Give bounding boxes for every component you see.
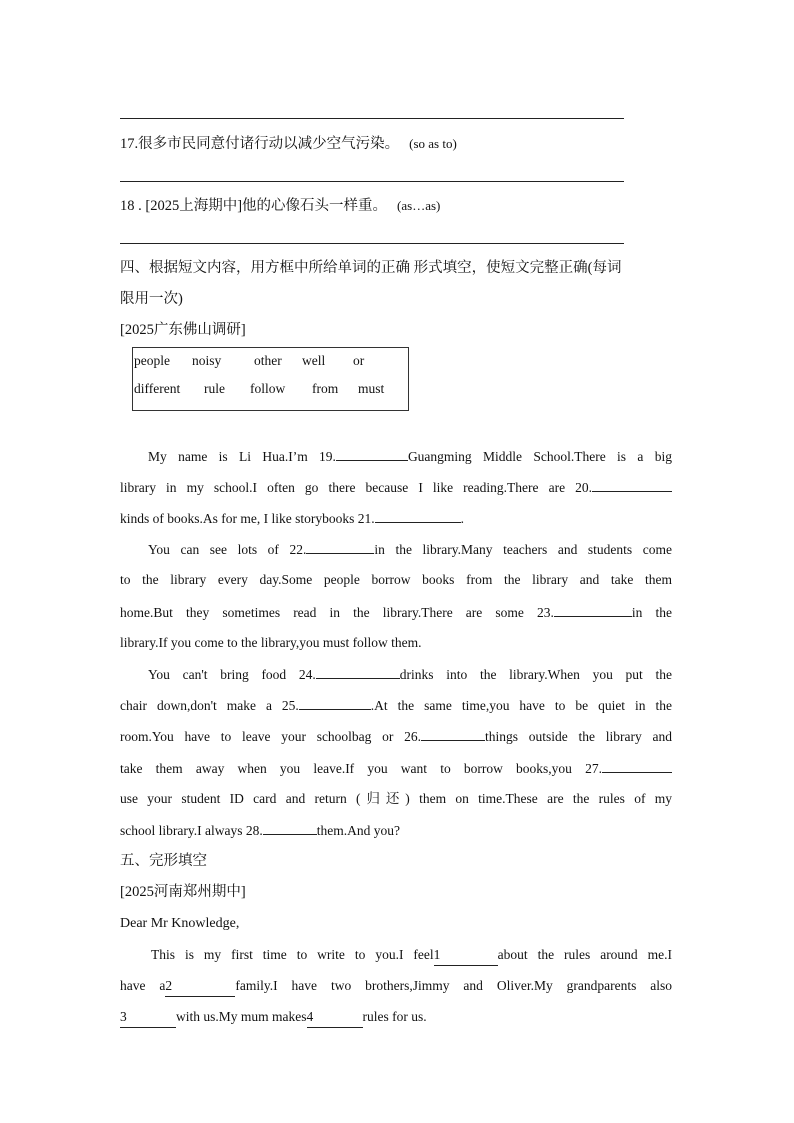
blank-24[interactable] xyxy=(316,664,400,679)
question-18-text: 18 . [2025上海期中]他的心像石头一样重。 xyxy=(120,198,388,214)
section-5-title: 五、完形填空 xyxy=(120,853,207,869)
answer-line-18[interactable] xyxy=(120,243,624,244)
word-other: other xyxy=(254,353,282,368)
passage-line: chair down,don't make a 25. .At the same time,you have to be quiet in the xyxy=(120,695,672,716)
question-17-text: 17.很多市民同意付诸行动以减少空气污染。 xyxy=(120,136,400,152)
word-or: or xyxy=(353,353,365,368)
passage-line: My name is Li Hua.I’m 19. Guangming Middle School.There is a big xyxy=(148,446,672,467)
word-rule: rule xyxy=(204,381,225,396)
blank-26[interactable] xyxy=(421,726,485,741)
answer-line-17[interactable] xyxy=(120,181,624,182)
word-people: people xyxy=(134,353,170,368)
question-18-hint: (as…as) xyxy=(397,198,441,213)
cloze-blank-4[interactable]: 4 xyxy=(307,1007,363,1028)
section-4-source: [2025广东佛山调研] xyxy=(120,322,246,338)
blank-19[interactable] xyxy=(336,446,408,461)
section-4-title: 四、根据短文内容，用方框中所给单词的正确 形式填空，使短文完整正确(每词 xyxy=(120,260,622,276)
cloze-blank-3[interactable]: 3 xyxy=(120,1007,176,1028)
letter-line: have a2 family.I have two brothers,Jimmy and Oliver.My grandparents also xyxy=(120,976,672,997)
passage-line: library in my school.I often go there because I like reading.There are 20. xyxy=(120,477,672,498)
blank-22[interactable] xyxy=(306,539,374,554)
passage-line: use your student ID card and return (归还) them on time.These are the rules of my xyxy=(120,791,672,806)
passage-line: take them away when you leave.If you want to borrow books,you 27. xyxy=(120,758,672,779)
blank-27[interactable] xyxy=(602,758,672,773)
word-different: different xyxy=(134,381,181,396)
blank-23[interactable] xyxy=(554,602,632,617)
passage-line: kinds of books.As for me, I like storybooks 21. . xyxy=(120,508,672,529)
passage-line: home.But they sometimes read in the library.There are some 23. in the xyxy=(120,602,672,623)
passage-line: room.You have to leave your schoolbag or 26. things outside the library and xyxy=(120,726,672,747)
passage-line: You can see lots of 22. in the library.Many teachers and students come xyxy=(148,539,672,560)
passage-line: school library.I always 28. them.And you? xyxy=(120,820,672,841)
passage-line: You can't bring food 24. drinks into the library.When you put the xyxy=(148,664,672,685)
word-from: from xyxy=(312,381,339,396)
letter-greeting: Dear Mr Knowledge, xyxy=(120,916,240,931)
question-17 xyxy=(120,134,457,154)
word-noisy: noisy xyxy=(192,353,222,368)
letter-line: 3 with us.My mum makes4 rules for us. xyxy=(120,1007,672,1028)
section-5-source: [2025河南郑州期中] xyxy=(120,884,246,900)
blank-20[interactable] xyxy=(592,477,672,492)
blank-21[interactable] xyxy=(375,508,461,523)
word-must: must xyxy=(358,381,385,396)
passage-line: to the library every day.Some people borrow books from the library and take them xyxy=(120,572,672,587)
passage-line: library.If you come to the library,you must follow them. xyxy=(120,635,422,650)
cloze-blank-2[interactable]: 2 xyxy=(165,976,235,997)
section-4-title-cont: 限用一次) xyxy=(120,291,183,307)
word-well: well xyxy=(302,353,326,368)
cloze-blank-1[interactable]: 1 xyxy=(434,945,498,966)
letter-line: This is my first time to write to you.I feel1 about the rules around me.I xyxy=(151,945,672,966)
answer-line-16[interactable] xyxy=(120,118,624,119)
blank-28[interactable] xyxy=(263,820,317,835)
word-follow: follow xyxy=(250,381,286,396)
question-18 xyxy=(120,196,440,216)
word-box xyxy=(132,347,409,411)
question-17-hint: (so as to) xyxy=(409,136,457,151)
blank-25[interactable] xyxy=(299,695,371,710)
